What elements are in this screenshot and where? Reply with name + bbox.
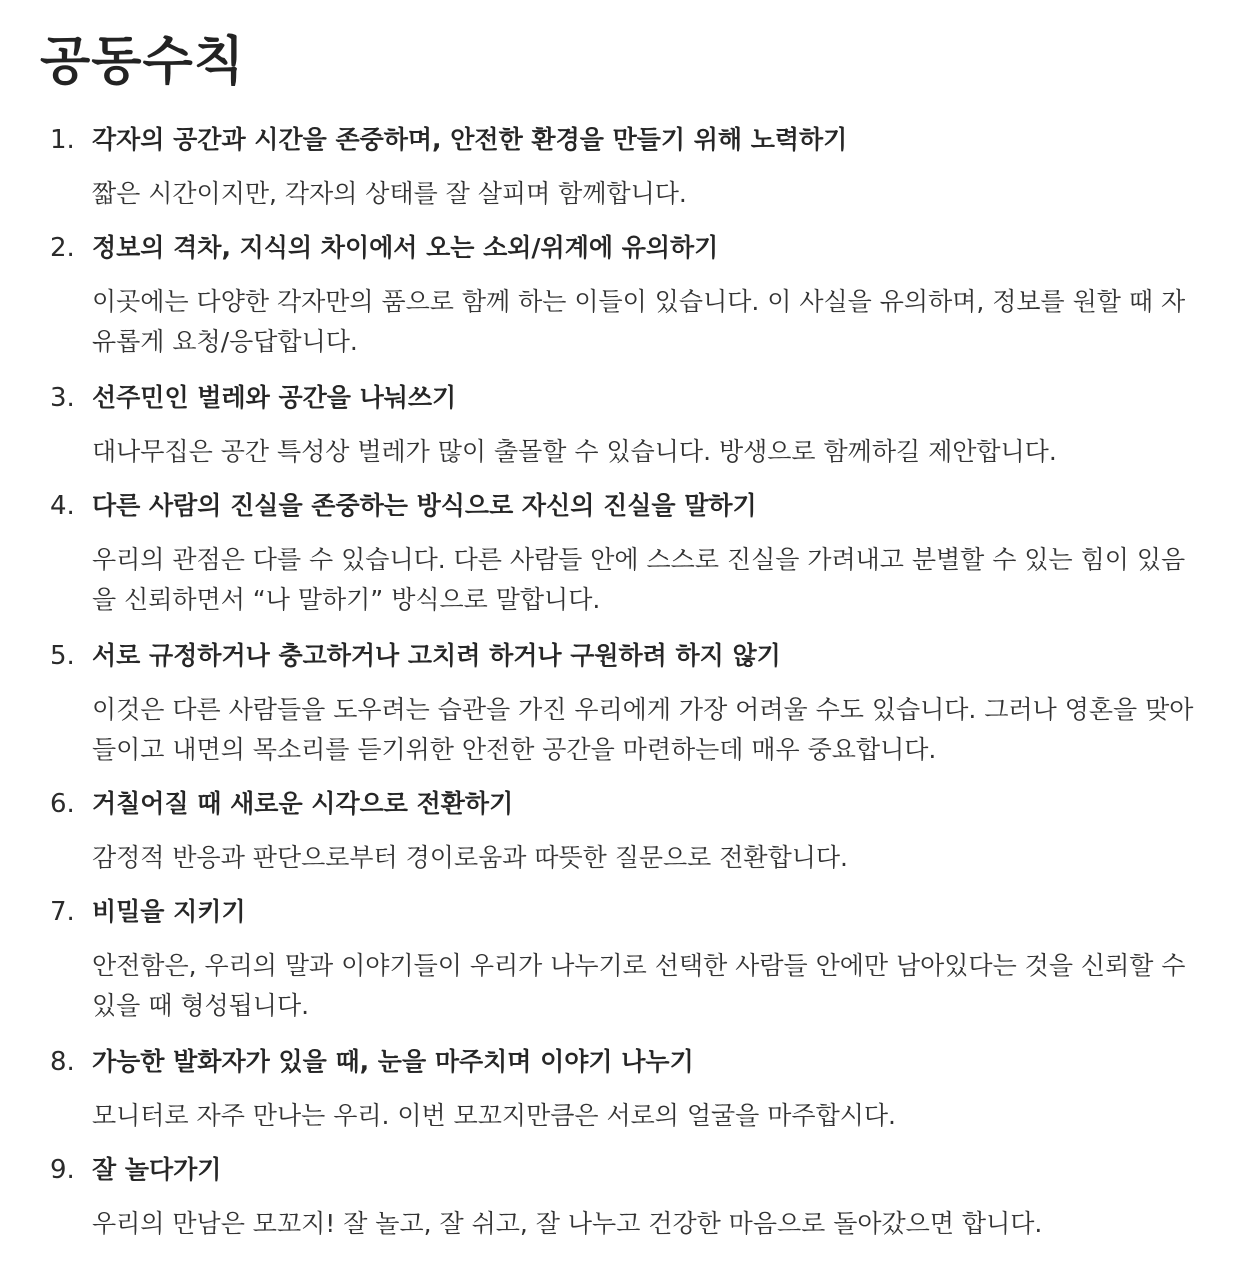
rule-description: 우리의 만남은 모꼬지! 잘 놀고, 잘 쉬고, 잘 나누고 건강한 마음으로 돌아갔으면 합니다.: [92, 1209, 1043, 1238]
rule-heading: 서로 규정하거나 충고하거나 고치려 하거나 구원하려 하지 않기: [92, 641, 781, 670]
rule-heading: 가능한 발화자가 있을 때, 눈을 마주치며 이야기 나누기: [92, 1047, 694, 1076]
rule-number: 7.: [50, 897, 75, 927]
rule-description: 이곳에는 다양한 각자만의 품으로 함께 하는 이들이 있습니다. 이 사실을 유의하며, 정보를 원할 때 자유롭게 요청/응답합니다.: [92, 287, 1186, 356]
rule-heading: 각자의 공간과 시간을 존중하며, 안전한 환경을 만들기 위해 노력하기: [92, 125, 848, 154]
rule-number: 4.: [50, 491, 75, 521]
rule-description: 이것은 다른 사람들을 도우려는 습관을 가진 우리에게 가장 어려울 수도 있습니다. 그러나 영혼을 맞아들이고 내면의 목소리를 듣기위한 안전한 공간을 마련하는데 매우 중요합니다.: [92, 695, 1194, 764]
rule-description: 모니터로 자주 만나는 우리. 이번 모꼬지만큼은 서로의 얼굴을 마주합시다.: [92, 1101, 896, 1130]
rule-heading: 비밀을 지키기: [92, 897, 246, 926]
rule-heading: 거칠어질 때 새로운 시각으로 전환하기: [92, 789, 514, 818]
rule-number: 2.: [50, 233, 75, 263]
rule-number: 5.: [50, 641, 75, 671]
rule-number: 9.: [50, 1155, 75, 1185]
rule-description: 우리의 관점은 다를 수 있습니다. 다른 사람들 안에 스스로 진실을 가려내고 분별할 수 있는 힘이 있음을 신뢰하면서 “나 말하기” 방식으로 말합니다.: [92, 545, 1186, 614]
rule-number: 3.: [50, 383, 75, 413]
rule-description: 짧은 시간이지만, 각자의 상태를 잘 살피며 함께합니다.: [92, 179, 687, 208]
rule-heading: 잘 놀다가기: [92, 1155, 222, 1184]
rule-number: 6.: [50, 789, 75, 819]
rule-description: 안전함은, 우리의 말과 이야기들이 우리가 나누기로 선택한 사람들 안에만 남아있다는 것을 신뢰할 수 있을 때 형성됩니다.: [92, 951, 1186, 1020]
rule-number: 8.: [50, 1047, 75, 1077]
rule-description: 감정적 반응과 판단으로부터 경이로움과 따뜻한 질문으로 전환합니다.: [92, 843, 848, 872]
page-title: 공동수칙: [40, 32, 245, 92]
rule-heading: 정보의 격차, 지식의 차이에서 오는 소외/위계에 유의하기: [92, 233, 719, 262]
rule-description: 대나무집은 공간 특성상 벌레가 많이 출몰할 수 있습니다. 방생으로 함께하길 제안합니다.: [92, 437, 1057, 466]
rule-heading: 다른 사람의 진실을 존중하는 방식으로 자신의 진실을 말하기: [92, 491, 757, 520]
rule-number: 1.: [50, 125, 75, 155]
rule-heading: 선주민인 벌레와 공간을 나눠쓰기: [92, 383, 457, 412]
